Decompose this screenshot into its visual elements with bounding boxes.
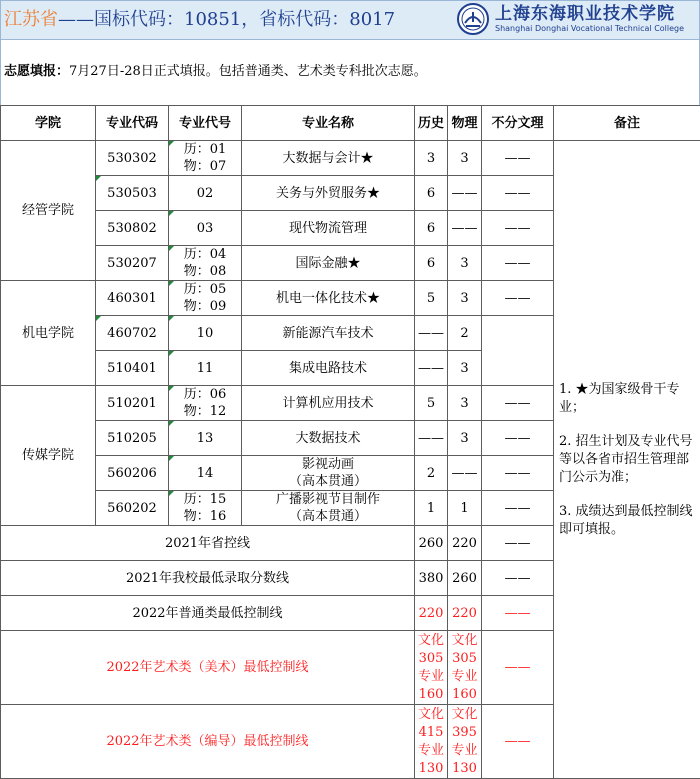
physics-cell: 3 xyxy=(448,351,482,386)
major-code-cell: 460702 xyxy=(96,316,169,351)
major-number-cell: 14 xyxy=(169,456,242,491)
logo-chinese-name: 上海东海职业技术学院 xyxy=(495,4,675,24)
score-line: 160 xyxy=(419,687,444,702)
any-subject-cell: —— xyxy=(482,211,554,246)
physics-cell: —— xyxy=(448,456,482,491)
major-number-cell: 10 xyxy=(169,316,242,351)
physics-cell: 1 xyxy=(448,491,482,526)
score-line: 专业 xyxy=(451,743,477,758)
physics-cell: 220 xyxy=(448,596,482,631)
physics-cell: 220 xyxy=(448,526,482,561)
physics-cell: —— xyxy=(448,176,482,211)
major-name-line: （高本贯通） xyxy=(289,474,367,489)
any-subject-cell: —— xyxy=(482,141,554,176)
history-cell: —— xyxy=(415,351,448,386)
table-header-row xyxy=(1,106,700,141)
any-subject-cell: —— xyxy=(482,176,554,211)
major-number-history: 历：15 xyxy=(184,492,227,507)
province-name: 江苏省 xyxy=(4,9,58,30)
summary-label: 2022年普通类最低控制线 xyxy=(1,596,415,631)
major-code-cell: 530503 xyxy=(96,176,169,211)
major-name-cell: 关务与外贸服务★ xyxy=(242,176,415,211)
major-code-cell: 460301 xyxy=(96,281,169,316)
major-number-history: 历：06 xyxy=(184,387,227,402)
history-cell: 380 xyxy=(415,561,448,596)
major-number-physics: 物：08 xyxy=(184,264,227,279)
score-line: 130 xyxy=(452,761,477,776)
major-number-history: 历：05 xyxy=(184,282,227,297)
history-cell: 6 xyxy=(415,211,448,246)
physics-cell: 2 xyxy=(448,316,482,351)
major-name-cell xyxy=(242,491,415,526)
major-number-cell xyxy=(169,141,242,176)
any-subject-cell: —— xyxy=(482,631,554,705)
major-name-cell: 大数据与会计★ xyxy=(242,141,415,176)
score-line: 文化 xyxy=(418,707,444,722)
physics-cell: 3 xyxy=(448,281,482,316)
physics-cell: 3 xyxy=(448,386,482,421)
major-code-cell: 510205 xyxy=(96,421,169,456)
major-number-cell xyxy=(169,281,242,316)
major-name-cell: 大数据技术 xyxy=(242,421,415,456)
history-cell: —— xyxy=(415,421,448,456)
physics-cell: 3 xyxy=(448,246,482,281)
any-subject-cell: —— xyxy=(482,281,554,316)
summary-label: 2022年艺术类（编导）最低控制线 xyxy=(1,705,415,779)
major-number-physics: 物：07 xyxy=(184,159,227,174)
notice-body: 7月27日-28日正式填报。包括普通类、艺术类专科批次志愿。 xyxy=(69,64,427,79)
any-subject-cell: —— xyxy=(482,705,554,779)
major-code-cell: 530207 xyxy=(96,246,169,281)
col-header-major-number: 专业代号 xyxy=(169,106,242,141)
major-name-line: 影视动画 xyxy=(302,457,354,472)
physics-cell: 260 xyxy=(448,561,482,596)
college-cell: 经管学院 xyxy=(1,141,96,281)
history-cell xyxy=(415,631,448,705)
major-code-cell: 510401 xyxy=(96,351,169,386)
major-name-line: （高本贯通） xyxy=(289,509,367,524)
major-name-cell: 机电一体化技术★ xyxy=(242,281,415,316)
any-subject-cell: —— xyxy=(482,526,554,561)
physics-cell xyxy=(448,705,482,779)
major-number-history: 历：04 xyxy=(184,247,227,262)
code-text: ——国标代码：10851，省标代码：8017 xyxy=(58,9,395,30)
major-name-line: 广播影视节目制作 xyxy=(276,492,380,507)
header-bar xyxy=(0,0,700,40)
score-line: 160 xyxy=(452,687,477,702)
major-code-cell: 560202 xyxy=(96,491,169,526)
score-line: 395 xyxy=(452,725,477,740)
logo-english-name: Shanghai Donghai Vocational Technical College xyxy=(495,24,684,34)
physics-cell xyxy=(448,631,482,705)
major-code-cell: 530802 xyxy=(96,211,169,246)
major-number-cell xyxy=(169,386,242,421)
col-header-major-code: 专业代码 xyxy=(96,106,169,141)
major-name-cell xyxy=(242,456,415,491)
history-cell xyxy=(415,705,448,779)
any-subject-cell: —— xyxy=(482,491,554,526)
col-header-any-subject: 不分文理 xyxy=(482,106,554,141)
remark-item: 1. ★为国家级骨干专业； xyxy=(559,381,697,417)
history-cell: 6 xyxy=(415,246,448,281)
score-line: 专业 xyxy=(418,743,444,758)
score-line: 文化 xyxy=(451,633,477,648)
admission-table xyxy=(0,105,700,779)
any-subject-cell xyxy=(482,316,554,386)
score-line: 305 xyxy=(452,651,477,666)
history-cell: 260 xyxy=(415,526,448,561)
any-subject-cell: —— xyxy=(482,596,554,631)
summary-label: 2021年省控线 xyxy=(1,526,415,561)
major-number-physics: 物：09 xyxy=(184,299,227,314)
any-subject-cell: —— xyxy=(482,456,554,491)
score-line: 文化 xyxy=(451,707,477,722)
history-cell: 220 xyxy=(415,596,448,631)
score-line: 文化 xyxy=(418,633,444,648)
remarks-cell xyxy=(554,141,700,779)
col-header-physics: 物理 xyxy=(448,106,482,141)
history-cell: 6 xyxy=(415,176,448,211)
score-line: 专业 xyxy=(451,669,477,684)
history-cell: —— xyxy=(415,316,448,351)
score-line: 130 xyxy=(419,761,444,776)
major-name-cell: 新能源汽车技术 xyxy=(242,316,415,351)
notice-text xyxy=(4,63,427,81)
history-cell: 2 xyxy=(415,456,448,491)
major-code-cell: 560206 xyxy=(96,456,169,491)
physics-cell: 3 xyxy=(448,421,482,456)
major-name-cell: 现代物流管理 xyxy=(242,211,415,246)
history-cell: 3 xyxy=(415,141,448,176)
school-emblem-icon xyxy=(457,3,489,35)
col-header-major-name: 专业名称 xyxy=(242,106,415,141)
page-title xyxy=(4,7,395,33)
history-cell: 5 xyxy=(415,281,448,316)
major-number-cell: 13 xyxy=(169,421,242,456)
major-name-cell: 计算机应用技术 xyxy=(242,386,415,421)
major-number-cell: 02 xyxy=(169,176,242,211)
any-subject-cell: —— xyxy=(482,421,554,456)
major-number-history: 历：01 xyxy=(184,142,227,157)
physics-cell: 3 xyxy=(448,141,482,176)
major-name-cell: 集成电路技术 xyxy=(242,351,415,386)
summary-label: 2022年艺术类（美术）最低控制线 xyxy=(1,631,415,705)
major-code-cell: 510201 xyxy=(96,386,169,421)
physics-cell: —— xyxy=(448,211,482,246)
any-subject-cell: —— xyxy=(482,246,554,281)
history-cell: 5 xyxy=(415,386,448,421)
col-header-history: 历史 xyxy=(415,106,448,141)
any-subject-cell: —— xyxy=(482,386,554,421)
major-number-physics: 物：12 xyxy=(184,404,227,419)
notice-label: 志愿填报： xyxy=(4,64,69,79)
major-number-cell xyxy=(169,491,242,526)
college-cell: 传媒学院 xyxy=(1,386,96,526)
any-subject-cell: —— xyxy=(482,561,554,596)
major-number-physics: 物：16 xyxy=(184,509,227,524)
remark-item: 3. 成绩达到最低控制线即可填报。 xyxy=(559,503,697,539)
history-cell: 1 xyxy=(415,491,448,526)
summary-label: 2021年我校最低录取分数线 xyxy=(1,561,415,596)
major-number-cell: 11 xyxy=(169,351,242,386)
college-cell: 机电学院 xyxy=(1,281,96,386)
score-line: 305 xyxy=(419,651,444,666)
major-number-cell xyxy=(169,246,242,281)
col-header-college: 学院 xyxy=(1,106,96,141)
table-row xyxy=(1,141,700,176)
score-line: 415 xyxy=(419,725,444,740)
notice-section xyxy=(0,39,700,105)
major-number-cell: 03 xyxy=(169,211,242,246)
major-code-cell: 530302 xyxy=(96,141,169,176)
remark-item: 2. 招生计划及专业代号等以各省市招生管理部门公示为准； xyxy=(559,433,697,487)
major-name-cell: 国际金融★ xyxy=(242,246,415,281)
col-header-remarks: 备注 xyxy=(554,106,700,141)
school-logo xyxy=(457,3,693,37)
score-line: 专业 xyxy=(418,669,444,684)
